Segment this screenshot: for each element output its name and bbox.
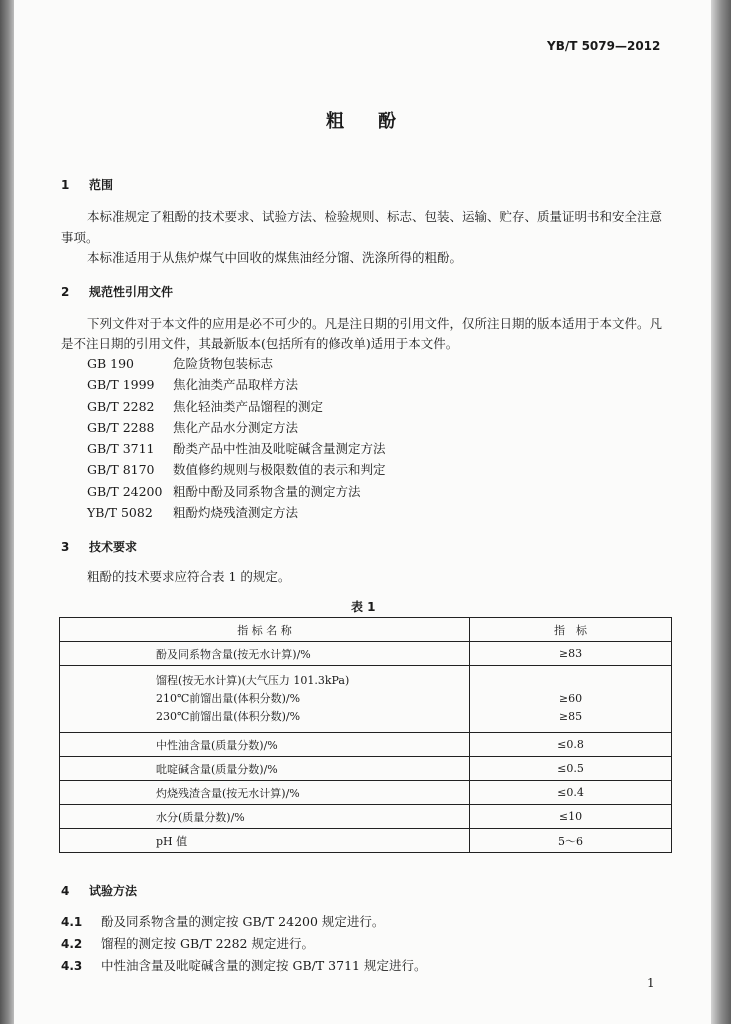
section-3-heading [61, 538, 137, 555]
item-value: ≤10 [470, 805, 672, 829]
scan-border-left [0, 0, 14, 1024]
item-name [60, 666, 470, 733]
section-number: 2 [61, 285, 70, 299]
section-title: 技术要求 [89, 540, 138, 554]
item-value [470, 666, 672, 733]
reference-code: GB/T 2282 [87, 398, 155, 414]
clause [61, 911, 426, 933]
reference-name: 危险货物包装标志 [172, 356, 273, 371]
clause [61, 933, 426, 955]
item-name: 酚及同系物含量(按无水计算)/% [60, 642, 470, 666]
test-clauses [61, 911, 426, 977]
section-2-heading [61, 283, 173, 300]
refs-intro: 下列文件对于本文件的应用是必不可少的。凡是注日期的引用文件，仅所注日期的版本适用于本文件。凡是不注日期的引用文件，其最新版本(包括所有的修改单)适用于本文件。 [61, 316, 663, 351]
table-row [60, 781, 672, 805]
section-1-heading [61, 176, 113, 193]
reference-item [87, 417, 386, 438]
reference-code: GB/T 3711 [87, 441, 155, 457]
header-value: 指 标 [470, 618, 672, 642]
table-row [60, 805, 672, 829]
item-value: ≥83 [470, 642, 672, 666]
table-row [60, 829, 672, 853]
section-title: 范围 [89, 178, 114, 192]
section-number: 4 [61, 884, 70, 898]
scope-paragraph-1: 本标准规定了粗酚的技术要求、试验方法、检验规则、标志、包装、运输、贮存、质量证明书和安全注意事项。 [61, 209, 663, 245]
reference-item [87, 396, 386, 417]
scan-border-right [711, 0, 731, 1024]
reference-name: 焦化油类产品取样方法 [172, 377, 298, 393]
scope-paragraph-2: 本标准适用于从焦炉煤气中回收的煤焦油经分馏、洗涤所得的粗酚。 [87, 250, 463, 265]
item-value-line [470, 672, 671, 690]
reference-name: 焦化产品水分测定方法 [172, 419, 298, 435]
reference-item [87, 502, 386, 523]
reference-list [87, 353, 386, 523]
clause [61, 955, 426, 977]
section-number: 3 [61, 540, 70, 554]
reference-name: 焦化轻油类产品馏程的测定 [172, 398, 323, 414]
reference-name: 粗酚灼烧残渣测定方法 [172, 505, 298, 521]
clause-text: 馏程的测定按 GB/T 2282 规定进行。 [101, 936, 314, 951]
reference-code: GB/T 1999 [87, 377, 155, 393]
section-title: 规范性引用文件 [89, 285, 174, 299]
table-header-row [60, 618, 672, 642]
item-name-line: 230℃前馏出量(体积分数)/% [156, 710, 301, 723]
document-page [14, 0, 711, 1024]
item-value: ≤0.5 [470, 757, 672, 781]
item-name: 水分(质量分数)/% [60, 805, 470, 829]
item-name-line: 馏程(按无水计算)(大气压力 101.3kPa) [156, 674, 350, 687]
reference-code: GB/T 24200 [87, 483, 163, 499]
table-caption: 表 1 [351, 600, 376, 614]
reference-name: 数值修约规则与极限数值的表示和判定 [172, 462, 386, 478]
header-name: 指 标 名 称 [60, 618, 470, 642]
clause-text: 酚及同系物含量的测定按 GB/T 24200 规定进行。 [101, 914, 385, 929]
item-name: 灼烧残渣含量(按无水计算)/% [60, 781, 470, 805]
item-name: 中性油含量(质量分数)/% [60, 733, 470, 757]
reference-item [87, 438, 386, 459]
reference-item [87, 374, 386, 395]
section-number: 1 [61, 178, 70, 192]
item-value: 5～6 [470, 829, 672, 853]
standard-code: YB/T 5079—2012 [547, 39, 661, 53]
item-name: pH 值 [60, 829, 470, 853]
reference-code: GB/T 2288 [87, 419, 155, 435]
reference-code: GB 190 [87, 356, 135, 371]
table-row [60, 757, 672, 781]
reference-name: 酚类产品中性油及吡啶碱含量测定方法 [172, 441, 386, 457]
table-row [60, 642, 672, 666]
item-value: ≤0.8 [470, 733, 672, 757]
clause-number: 4.2 [61, 937, 83, 951]
clause-number: 4.3 [61, 959, 83, 973]
page-number: 1 [647, 976, 655, 990]
reference-item [87, 459, 386, 480]
item-name: 吡啶碱含量(质量分数)/% [60, 757, 470, 781]
document-title: 粗酚 [326, 111, 430, 132]
reference-item [87, 353, 386, 374]
item-value-line: ≥60 [558, 692, 583, 705]
item-value: ≤0.4 [470, 781, 672, 805]
item-name-line: 210℃前馏出量(体积分数)/% [156, 692, 301, 705]
clause-text: 中性油含量及吡啶碱含量的测定按 GB/T 3711 规定进行。 [101, 958, 427, 973]
section-title: 试验方法 [89, 884, 138, 898]
item-value-line: ≥85 [558, 710, 583, 723]
reference-name: 粗酚中酚及同系物含量的测定方法 [172, 483, 361, 499]
tech-intro: 粗酚的技术要求应符合表 1 的规定。 [87, 569, 291, 584]
reference-code: GB/T 8170 [87, 462, 155, 478]
table-row [60, 733, 672, 757]
clause-number: 4.1 [61, 915, 83, 929]
section-4-heading [61, 882, 137, 899]
spec-table [59, 617, 672, 853]
reference-item [87, 481, 386, 502]
reference-code: YB/T 5082 [87, 505, 153, 521]
table-row [60, 666, 672, 733]
